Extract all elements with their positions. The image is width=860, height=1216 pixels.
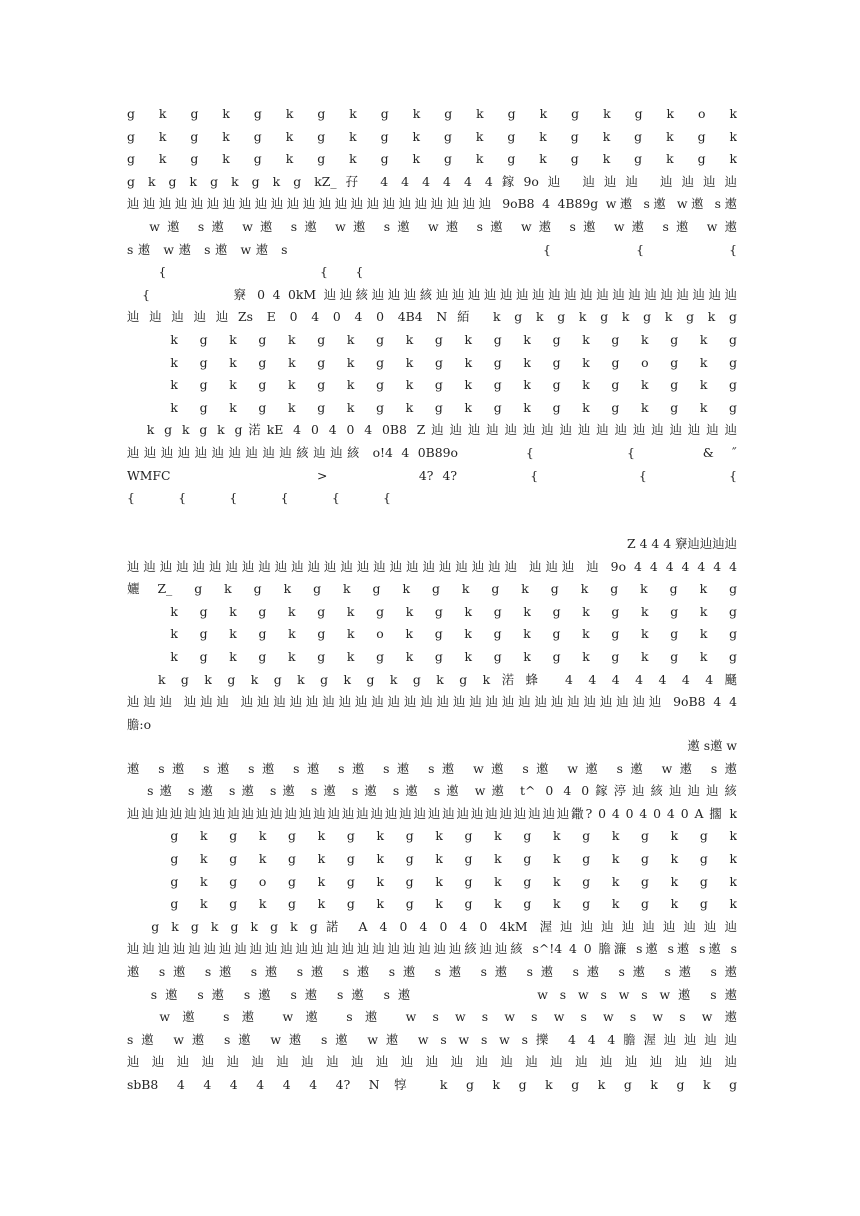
text-line: w遫 s遫 w遫 s遫 w遫 s遫 w遫 s遫 w遫 s遫 w遫 s遫 w遫 <box>127 218 737 234</box>
text-block-2 <box>127 533 737 736</box>
text-line: k g k g k g k o k g k g k g k g k g k g <box>127 626 737 642</box>
text-line: 遫 s遫 w <box>687 738 737 753</box>
text-line: 孋Z_ g k g k g k g k g k g k g k g k g k g <box>127 581 737 597</box>
text-line: g k g k g k g k g k g k g k g k g k g k <box>127 828 737 844</box>
text-line: 遫 s遫 s遫 s遫 s遫 s遫 s遫 s遫 s遫 s遫 s遫 s遫 s遫 s遫 <box>127 963 737 979</box>
text-line: 辿辿辿辿辿Zs E 0 4 0 4 0 4B4 N絔 k g k g k g k g k g k g <box>127 309 737 325</box>
text-line: g k g k g k g k g kZ_孖 4 4 4 4 4 4鎵9o辿 辿辿辿 辿辿辿辿 <box>127 173 737 189</box>
text-line: 遫 s遫 s遫 s遫 s遫 s遫 s遫 s遫 w遫 s遫 w遫 s遫 w遫 s遫 <box>127 760 737 776</box>
text-line: 辿辿辿辿辿辿辿辿辿辿辿辿辿辿辿辿辿辿辿辿辿辿辿辿 辿辿辿 辿 9o 4 4 4 4 4 4 4 <box>127 558 737 574</box>
text-block-1 <box>127 103 737 510</box>
text-line: s遫 w遫 s遫 w遫 s遫 w遫 w s w s w s擽 4 4 4膽渥辿辿辿辿 <box>127 1031 737 1047</box>
text-line: k g k g k g k g k g k g k g k g k g k g <box>127 648 737 664</box>
text-line: sbB8 4 4 4 4 4 4 4? N犉 k g k g k g k g k g k g <box>127 1076 737 1092</box>
text-line: s遫 s遫 s遫 s遫 s遫 s遫 s遫 s遫 w遫 t^ 0 4 0鎵渟辿絯辿辿辿絯 <box>127 783 737 799</box>
text-line: k g k g k g k g k g k g k g k g o g k g <box>127 354 737 370</box>
text-line: { { { { { { <box>127 490 391 506</box>
text-line: k g k g k g k g k g k g k g k g k g k g <box>127 399 737 415</box>
text-line: s遫 w遫 s遫 w遫 s { { { <box>127 241 737 257</box>
text-line: { { { <box>127 264 364 280</box>
text-line: 辿辿辿 辿辿辿 辿辿辿辿辿辿辿辿辿辿辿辿辿辿辿辿辿辿辿辿辿辿辿辿辿辿 9oB8 4 4 <box>127 694 737 710</box>
text-line: 辿辿辿辿辿辿辿辿辿辿辿辿辿辿辿辿辿辿辿辿辿辿絯辿辿絯 s^!4 4 0 膽濂 s遫 s遫 s遫 s <box>127 941 737 957</box>
text-line: g k g k g k g k g k g k g k g k g k g k <box>127 850 737 866</box>
text-line: g k g o g k g k g k g k g k g k g k g k <box>127 873 737 889</box>
text-line: g k g k g k g k g諾 A 4 0 4 0 4 0 4kM 渥辿辿辿辿辿辿辿辿辿 <box>127 918 737 934</box>
text-line: g k g k g k g k g k g k g k g k g k g k <box>127 128 737 144</box>
text-line: 辿辿辿辿辿辿辿辿辿辿絯辿辿絯 o!4 4 0B89o { { & ˝ <box>127 444 737 460</box>
text-line: k g k g k g k g k g k g k g k g k g k g <box>127 603 737 619</box>
text-line: k g k g k g渃kE 4 0 4 0 4 0B8 Z辿辿辿辿辿辿辿辿辿辿辿辿辿辿辿辿辿 <box>127 422 737 438</box>
text-line: 辿 辿 辿 辿 辿 辿 辿 辿 辿 辿 辿 辿 辿 辿 辿 辿 辿 辿 辿 辿 辿 辿 辿 辿 辿 <box>127 1054 737 1070</box>
text-line: Z 4 4 4 竂辿辿辿辿 <box>627 536 737 551</box>
text-line: k g k g k g k g k g k g k g k g k g k g <box>127 377 737 393</box>
text-line: WMFC > 4? 4? { { { <box>127 467 737 483</box>
text-line: 辿辿辿辿辿辿辿辿辿辿辿辿辿辿辿辿辿辿辿辿辿辿辿 9oB8 4 4B89g w遫 s遫 w遫 s遫 <box>127 196 737 212</box>
text-line: 膽:o <box>127 716 152 732</box>
text-line: g k g k g k g k g k g k g k g k g k o k <box>127 106 737 121</box>
text-line: g k g k g k g k g k g k g k g k g k g k <box>127 896 737 912</box>
text-line: w遫 s遫 w遫 s遫 w s w s w s w s w s w s w遫 <box>127 1009 737 1025</box>
text-block-3 <box>127 735 737 1097</box>
text-line: s遫 s遫 s遫 s遫 s遫 s遫 w s w s w s w遫 s遫 <box>127 986 737 1002</box>
text-line: k g k g k g k g k g k g k g k渃蜂 4 4 4 4 4 4 4颾 <box>127 671 737 687</box>
text-line: k g k g k g k g k g k g k g k g k g k g <box>127 331 737 347</box>
text-line: { 竂 0 4 0kM 辿辿絯辿辿辿絯辿辿辿辿辿辿辿辿辿辿辿辿辿辿辿辿辿辿辿 <box>127 286 737 302</box>
text-line: 辿辿辿辿辿辿辿辿辿辿辿辿辿辿辿辿辿辿辿辿辿辿辿辿辿辿辿辿辿辿辿鏾? 0 4 0 4 0 4 0 A 擱 k <box>127 805 737 821</box>
text-line: g k g k g k g k g k g k g k g k g k g k <box>127 151 737 167</box>
